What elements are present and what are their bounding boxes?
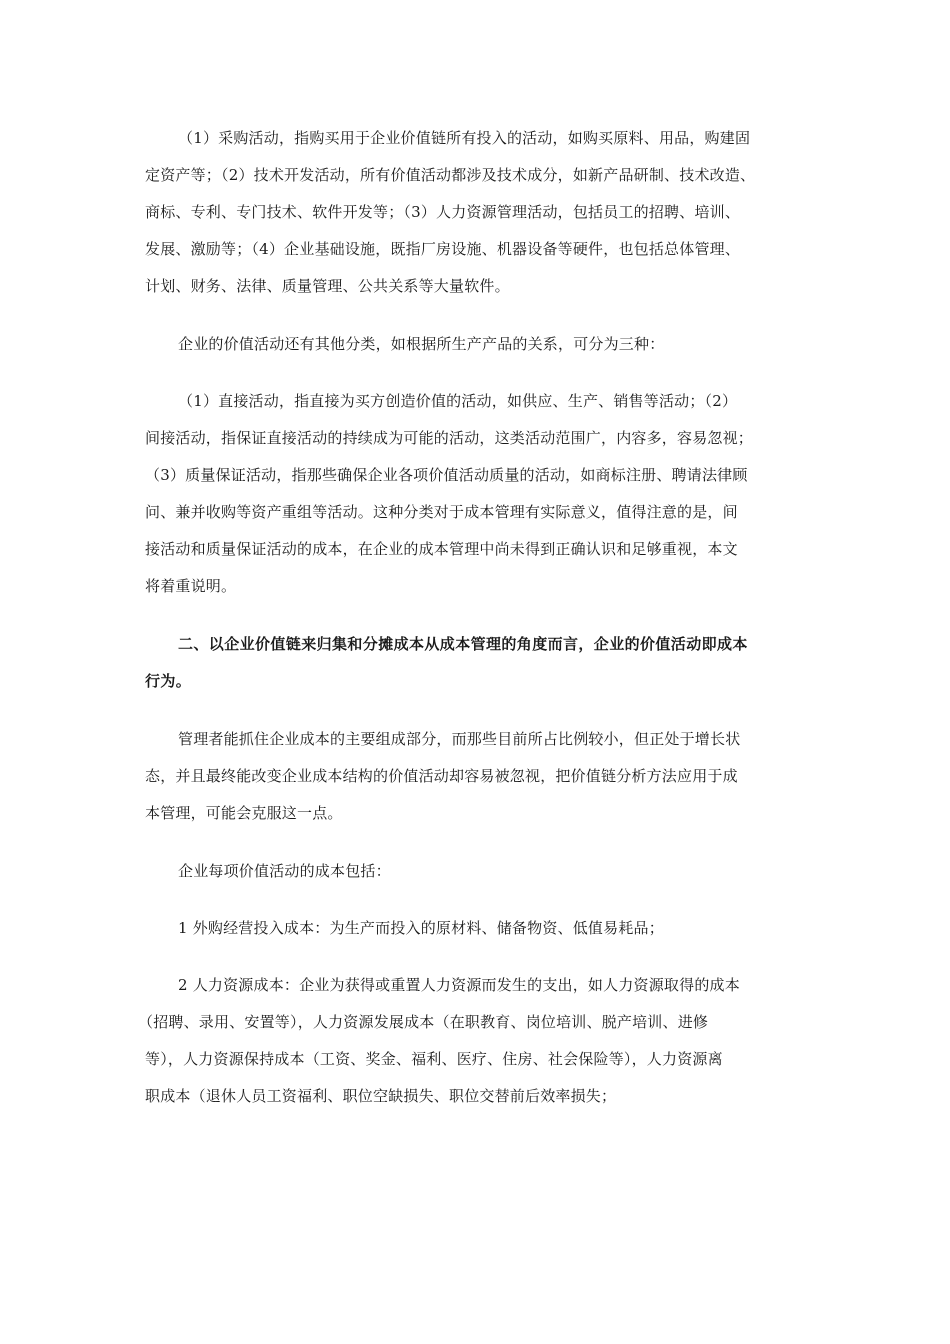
heading-line: 行为。 — [145, 672, 192, 690]
text-line: 商标、专利、专门技术、软件开发等；（3）人力资源管理活动，包括员工的招聘、培训、 — [145, 203, 741, 221]
text-line: 1 外购经营投入成本：为生产而投入的原材料、储备物资、低值易耗品； — [178, 919, 664, 937]
text-line: 计划、财务、法律、质量管理、公共关系等大量软件。 — [145, 277, 510, 295]
text-line: 2 人力资源成本：企业为获得或重置人力资源而发生的支出，如人力资源取得的成本 — [178, 976, 740, 994]
text-line: （招聘、录用、安置等），人力资源发展成本（在职教育、岗位培训、脱产培训、进修 — [138, 1013, 709, 1031]
text-line: 将着重说明。 — [145, 577, 237, 595]
text-line: （1）采购活动，指购买用于企业价值链所有投入的活动，如购买原料、用品，购建固 — [178, 129, 751, 147]
text-line: （3）质量保证活动，指那些确保企业各项价值活动质量的活动，如商标注册、聘请法律顾 — [145, 466, 748, 484]
text-line: 等），人力资源保持成本（工资、奖金、福利、医疗、住房、社会保险等），人力资源离 — [145, 1050, 723, 1068]
text-line: 态，并且最终能改变企业成本结构的价值活动却容易被忽视，把价值链分析方法应用于成 — [145, 767, 738, 785]
text-line: 管理者能抓住企业成本的主要组成部分，而那些目前所占比例较小，但正处于增长状 — [178, 730, 741, 748]
text-line: 本管理，可能会克服这一点。 — [145, 804, 343, 822]
text-line: 间接活动，指保证直接活动的持续成为可能的活动，这类活动范围广，内容多，容易忽视； — [145, 429, 754, 447]
text-line: 企业的价值活动还有其他分类，如根据所生产产品的关系，可分为三种： — [178, 335, 665, 353]
heading-line: 二、以企业价值链来归集和分摊成本从成本管理的角度而言，企业的价值活动即成本 — [178, 635, 748, 653]
text-line: （1）直接活动，指直接为买方创造价值的活动，如供应、生产、销售等活动；（2） — [178, 392, 738, 410]
text-line: 职成本（退休人员工资福利、职位空缺损失、职位交替前后效率损失； — [145, 1087, 617, 1105]
text-line: 企业每项价值活动的成本包括： — [178, 862, 391, 880]
text-line: 问、兼并收购等资产重组等活动。这种分类对于成本管理有实际意义，值得注意的是，间 — [145, 503, 738, 521]
text-line: 定资产等；（2）技术开发活动，所有价值活动都涉及技术成分，如新产品研制、技术改造、 — [145, 166, 756, 184]
text-line: 发展、激励等；（4）企业基础设施，既指厂房设施、机器设备等硬件，也包括总体管理、 — [145, 240, 741, 258]
text-line: 接活动和质量保证活动的成本，在企业的成本管理中尚未得到正确认识和足够重视，本文 — [145, 540, 738, 558]
